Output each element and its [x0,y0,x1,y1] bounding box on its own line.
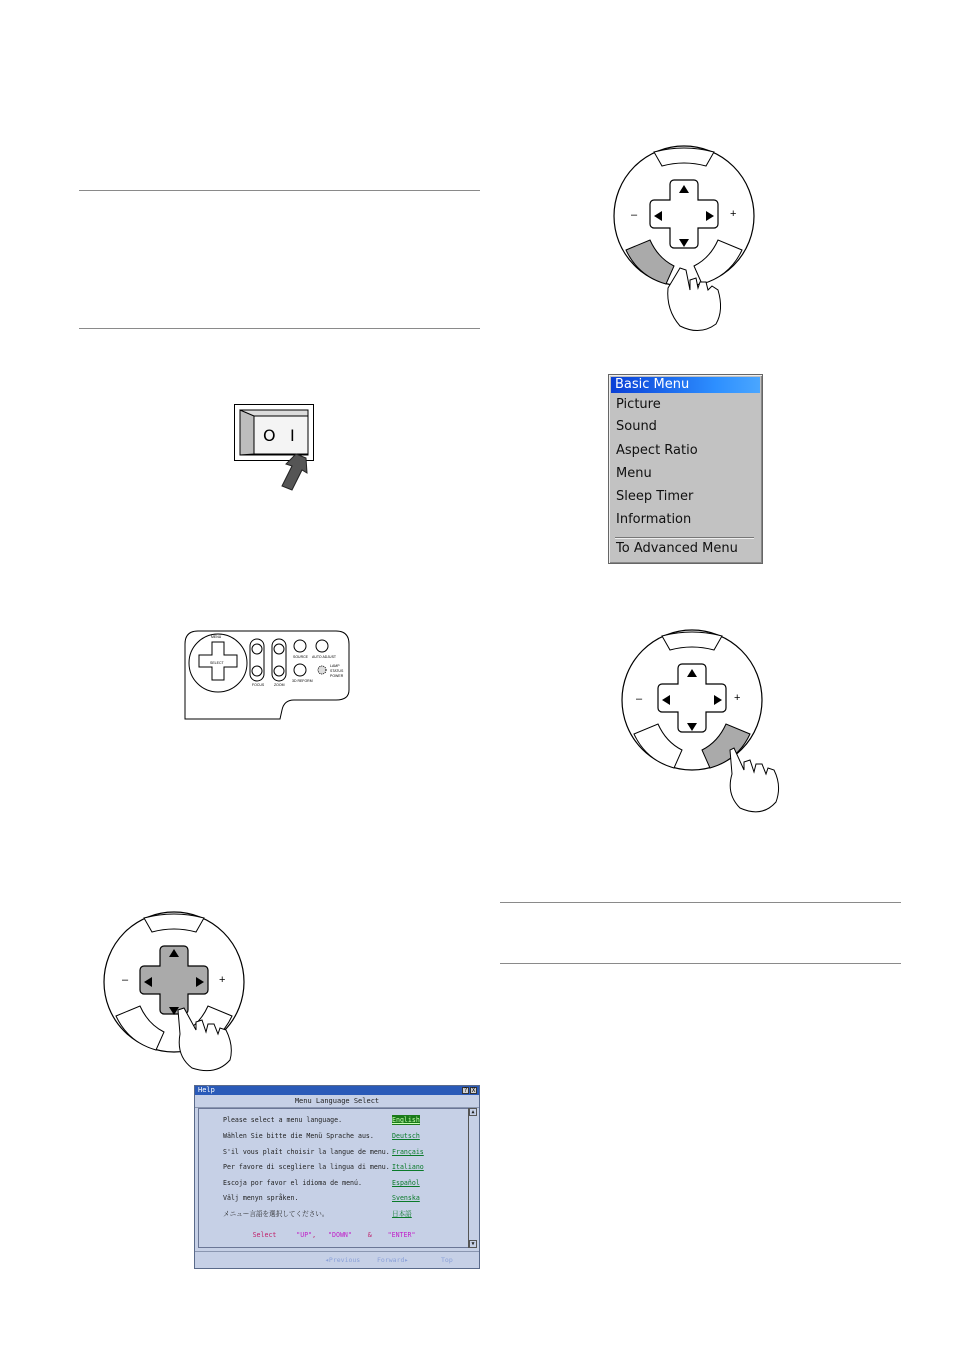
section-rule-top-left [79,190,480,191]
switch-on-label: I [290,426,295,445]
basic-menu-window [608,374,763,564]
language-prompt: S'il vous plaît choisir la langue de menu. [223,1148,390,1156]
panel-select-label: SELECT [210,661,224,665]
language-prompt: Escoja por favor el idioma de menú. [223,1179,362,1187]
instr-select: Select [252,1231,277,1239]
language-option-english[interactable]: English [392,1116,420,1124]
instr-amp: & [367,1231,372,1239]
dial-select-press-illustration [100,906,250,1082]
panel-zoom-label: ZOOM [274,683,285,687]
language-prompt: Please select a menu language. [223,1116,343,1124]
dial-enter-press-illustration [616,624,786,824]
help-header: Menu Language Select [195,1096,479,1108]
dial3-plus-label: + [219,974,226,986]
panel-status-label: STATUS [330,669,344,673]
help-window [194,1085,480,1269]
language-option-francais[interactable]: Français [392,1148,424,1156]
language-prompt: Wählen Sie bitte die Menü Sprache aus. [223,1132,374,1140]
scroll-up-icon[interactable]: ▲ [469,1108,477,1116]
help-content [198,1108,470,1248]
language-prompt: Per favore di scegliere la lingua di menu. [223,1163,390,1171]
instr-down: "DOWN" [328,1231,352,1239]
help-title: Help [198,1086,215,1094]
instr-up: "UP" [296,1231,313,1239]
panel-source-label: SOURCE [293,655,308,659]
help-question-button[interactable]: ? [463,1087,468,1094]
menu-item-sound[interactable]: Sound [616,419,657,434]
dial1-minus-label: – [631,209,638,221]
panel-menu-label: MENU [211,635,222,639]
switch-off-label: O [263,426,276,445]
help-top-link[interactable]: Top [441,1256,453,1264]
dial2-plus-label: + [734,692,741,704]
instr-enter: "ENTER" [387,1231,416,1239]
dial3-minus-label: – [122,974,129,986]
language-option-italiano[interactable]: Italiano [392,1163,424,1171]
language-prompt: Välj menyn språken. [223,1194,299,1202]
menu-item-picture[interactable]: Picture [616,397,661,412]
help-close-button[interactable]: X [471,1087,476,1094]
instr-comma: , [312,1231,317,1239]
panel-focus-label: FOCUS [252,683,265,687]
basic-menu-title[interactable]: Basic Menu [611,377,760,393]
panel-keystone-label: 3D REFORM [292,679,313,683]
menu-item-aspect-ratio[interactable]: Aspect Ratio [616,443,698,458]
language-option-espanol[interactable]: Español [392,1179,420,1187]
menu-item-to-advanced-menu[interactable]: To Advanced Menu [616,541,738,556]
scroll-down-icon[interactable]: ▼ [469,1240,477,1248]
menu-item-menu[interactable]: Menu [616,466,652,481]
help-instruction [199,1231,469,1239]
language-option-svenska[interactable]: Svenska [392,1194,420,1202]
section-rule-top-right [500,902,901,903]
language-option-japanese[interactable]: 日本語 [392,1210,412,1218]
panel-auto-adjust-label: AUTO ADJUST [312,655,337,659]
language-option-deutsch[interactable]: Deutsch [392,1132,420,1140]
help-footer [195,1251,479,1268]
dial-menu-press-illustration [608,140,768,340]
power-switch-illustration [234,404,316,492]
menu-item-information[interactable]: Information [616,512,692,527]
dial2-minus-label: – [636,693,643,705]
panel-power-label: POWER [330,674,344,678]
panel-lamp-label: LAMP [330,664,340,668]
dial1-plus-label: + [730,208,737,220]
section-rule-mid-left [79,328,480,329]
help-forward-link[interactable]: Forward▸ [377,1256,409,1264]
menu-item-sleep-timer[interactable]: Sleep Timer [616,489,694,504]
control-panel-illustration [184,630,350,720]
help-scrollbar[interactable] [468,1108,477,1248]
language-prompt: メニュー言語を選択してください。 [223,1210,329,1218]
help-titlebar [195,1086,479,1095]
section-rule-bottom-right [500,963,901,964]
help-previous-link[interactable]: ◂Previous [325,1256,361,1264]
